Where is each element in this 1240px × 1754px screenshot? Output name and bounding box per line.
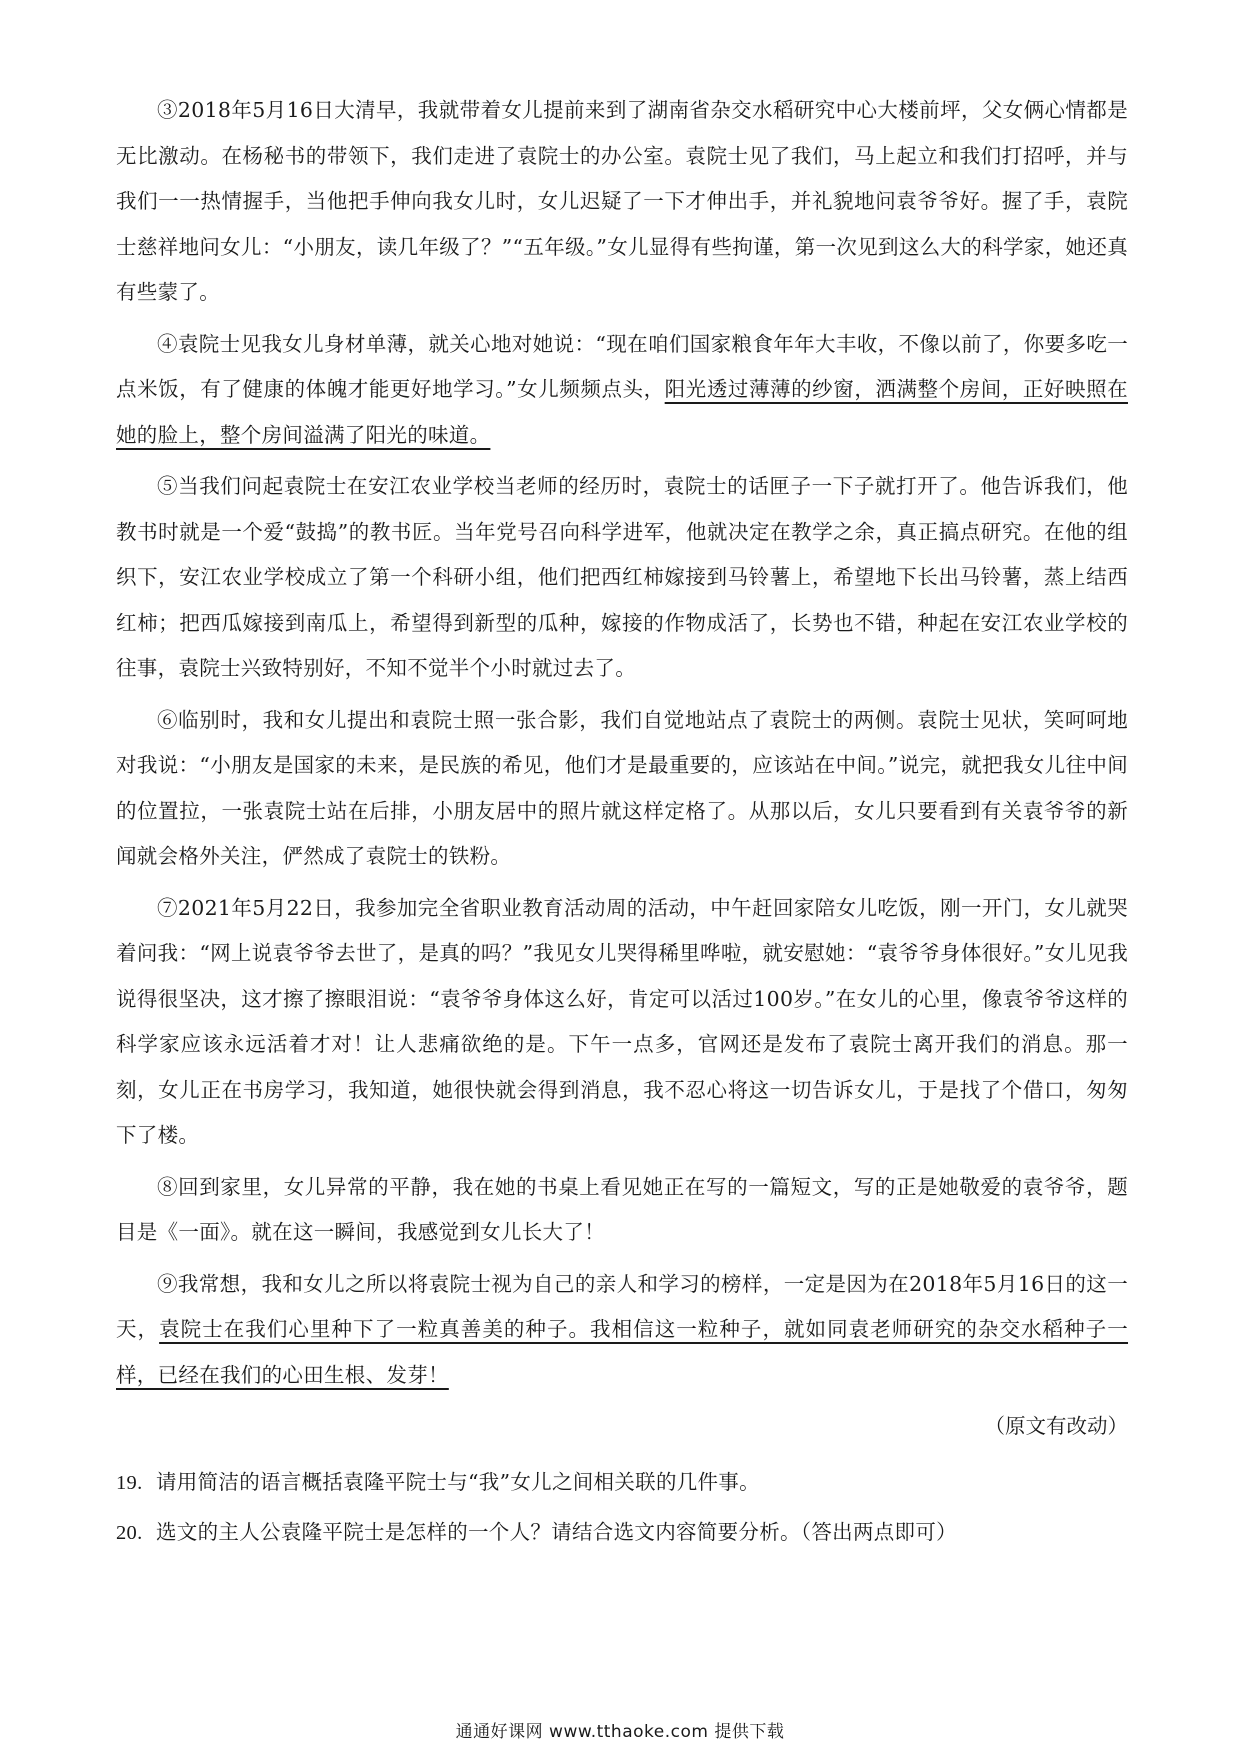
paragraph-8: ⑧回到家里，女儿异常的平静，我在她的书桌上看见她正在写的一篇短文，写的正是她敬爱的袁爷爷，题目是《一面》。就在这一瞬间，我感觉到女儿长大了！ bbox=[116, 1174, 1128, 1244]
paragraph-6: ⑥临别时，我和女儿提出和袁院士照一张合影，我们自觉地站点了袁院士的两侧。袁院士见状，笑呵呵地对我说：“小朋友是国家的未来，是民族的希见，他们才是最重要的，应该站在中间。”说完，就把我女儿往中间的位置拉，一张袁院士站在后排，小朋友居中的照片就这样定格了。从那以后，女儿只要看到有关袁爷爷的新闻就会格外关注，俨然成了袁院士的铁粉。 bbox=[116, 707, 1128, 868]
paragraph-4-text: ④袁院士见我女儿身材单薄，就关心地对她说：“现在咱们国家粮食年年大丰收，不像以前了，你要多吃一点米饭，有了健康的体魄才能更好地学习。”女儿频频点头， bbox=[116, 331, 1128, 401]
question-text: 选文的主人公袁隆平院士是怎样的一个人？请结合选文内容简要分析。（答出两点即可） bbox=[156, 1520, 957, 1544]
paragraph-5: ⑤当我们问起袁院士在安江农业学校当老师的经历时，袁院士的话匣子一下子就打开了。他告诉我们，他教书时就是一个爱“鼓捣”的教书匠。当年党号召向科学进军，他就决定在教学之余，真正搞点研究。在他的组织下，安江农业学校成立了第一个科研小组，他们把西红柿嫁接到马铃薯上，希望地下长出马铃薯，蒸上结西红柿；把西瓜嫁接到南瓜上，希望得到新型的瓜种，嫁接的作物成活了，长势也不错，种起在安江农业学校的往事，袁院士兴致特别好，不知不觉半个小时就过去了。 bbox=[116, 474, 1128, 680]
paragraph-9-underlined-sentence: 袁院士在我们心里种下了一粒真善美的种子。我相信这一粒种子，就如同袁老师研究的杂交水稻种子一样，已经在我们的心田生根、发芽！ bbox=[116, 1317, 1129, 1387]
question-number: 20. bbox=[116, 1522, 143, 1544]
paragraph-7: ⑦2021年5月22日，我参加完全省职业教育活动周的活动，中午赶回家陪女儿吃饭，刚一开门，女儿就哭着问我：“网上说袁爷爷去世了，是真的吗？”我见女儿哭得稀里哗啦，就安慰她：“袁爷爷身体很好。”女儿见我说得很坚决，这才擦了擦眼泪说：“袁爷爷身体这么好，肯定可以活过100岁。”在女儿的心里，像袁爷爷这样的科学家应该永远活着才对！让人悲痛欲绝的是。下午一点多，官网还是发布了袁院士离开我们的消息。那一刻，女儿正在书房学习，我知道，她很快就会得到消息，我不忍心将这一切告诉女儿，于是找了个借口，匆匆下了楼。 bbox=[116, 895, 1128, 1147]
paragraph-3: ③2018年5月16日大清早，我就带着女儿提前来到了湖南省杂交水稻研究中心大楼前坪，父女俩心情都是无比激动。在杨秘书的带领下，我们走进了袁院士的办公室。袁院士见了我们，马上起立和我们打招呼，并与我们一一热情握手，当他把手伸向我女儿时，女儿迟疑了一下才伸出手，并礼貌地问袁爷爷好。握了手，袁院士慈祥地问女儿：“小朋友，读几年级了？”“五年级。”女儿显得有些拘谨，第一次见到这么大的科学家，她还真有些蒙了。 bbox=[116, 98, 1128, 304]
document-page bbox=[116, 88, 1128, 1561]
question-19 bbox=[116, 1460, 1128, 1507]
question-20 bbox=[116, 1510, 1128, 1557]
paragraph-4 bbox=[116, 322, 1128, 459]
source-note: （原文有改动） bbox=[984, 1414, 1128, 1438]
paragraph-9-text: ⑨我常想，我和女儿之所以将袁院士视为自己的亲人和学习的榜样，一定是因为在2018年5月16日的这一天， bbox=[116, 1271, 1128, 1341]
question-number: 19. bbox=[116, 1471, 143, 1494]
question-text: 请用简洁的语言概括袁隆平院士与“我”女儿之间相关联的几件事。 bbox=[156, 1469, 760, 1494]
paragraph-4-underlined-sentence: 阳光透过薄薄的纱窗，洒满整个房间，正好映照在她的脸上，整个房间溢满了阳光的味道。 bbox=[116, 377, 1128, 447]
paragraph-9 bbox=[116, 1262, 1128, 1399]
page-footer: 通通好课网 www.tthaoke.com 提供下载 bbox=[455, 1722, 785, 1742]
